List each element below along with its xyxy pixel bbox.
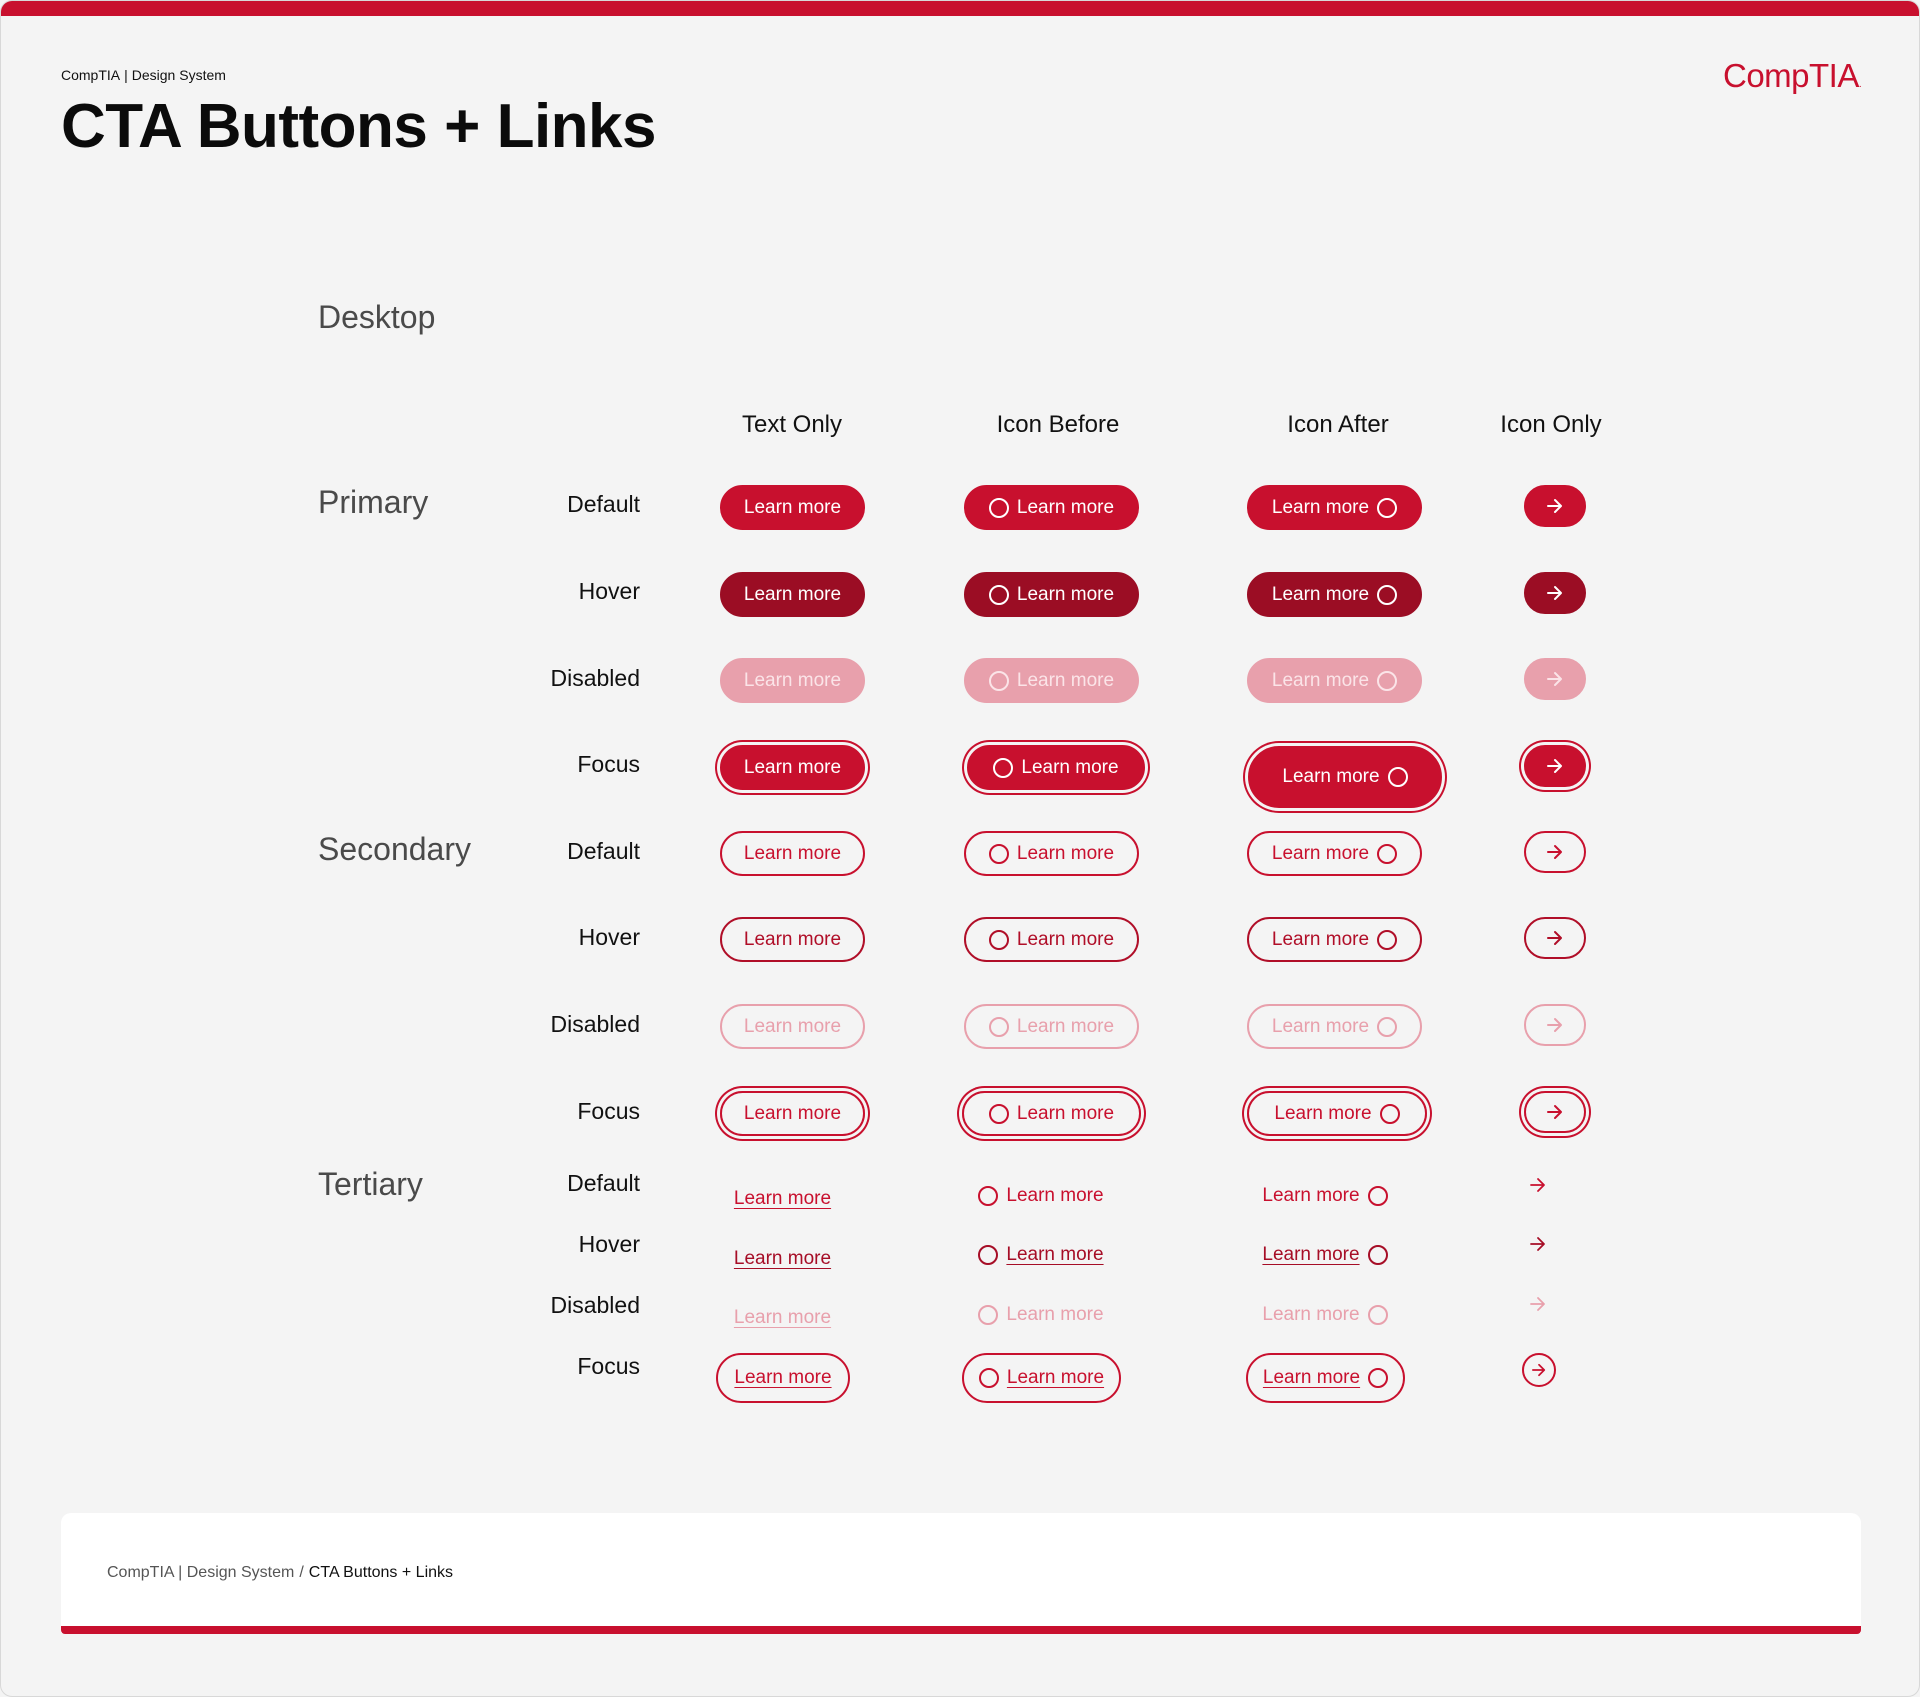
eyebrow-brand: CompTIA	[61, 67, 121, 83]
arrow-right-icon	[1546, 844, 1564, 860]
link-label: Learn more	[733, 1248, 832, 1269]
circle-icon	[1368, 1245, 1388, 1265]
circle-icon	[979, 1368, 999, 1388]
group-label-secondary: Secondary	[318, 831, 471, 867]
circle-icon	[978, 1305, 998, 1325]
button-label: Learn more	[743, 669, 842, 691]
primary-disabled-icon-before-button	[964, 658, 1139, 703]
arrow-right-icon	[1546, 671, 1564, 687]
secondary-default-icon-after-button[interactable]	[1247, 831, 1422, 876]
link-label: Learn more	[1262, 1244, 1360, 1265]
secondary-focus-icon-after-button[interactable]	[1247, 1091, 1427, 1136]
primary-hover-text-button[interactable]	[720, 572, 865, 617]
secondary-hover-text-button[interactable]	[720, 917, 865, 962]
circle-icon	[1377, 498, 1397, 518]
link-label: Learn more	[1006, 1304, 1104, 1325]
link-label: Learn more	[733, 1188, 832, 1209]
link-label: Learn more	[1006, 1244, 1104, 1265]
secondary-disabled-text-button	[720, 1004, 865, 1049]
button-label: Learn more	[1271, 669, 1370, 691]
arrow-right-icon	[1546, 1017, 1564, 1033]
button-label: Learn more	[1016, 583, 1115, 605]
circle-icon	[1368, 1305, 1388, 1325]
circle-icon	[993, 758, 1013, 778]
tertiary-disabled-text-link	[716, 1298, 849, 1338]
primary-focus-icon-only-button[interactable]	[1524, 745, 1586, 787]
arrow-right-icon	[1529, 1236, 1547, 1252]
link-label: Learn more	[1262, 1367, 1361, 1388]
primary-hover-icon-before-button[interactable]	[964, 572, 1139, 617]
arrow-right-icon	[1529, 1296, 1547, 1312]
primary-default-icon-before-button[interactable]	[964, 485, 1139, 530]
primary-default-icon-only-button[interactable]	[1524, 485, 1586, 527]
tertiary-focus-text-link[interactable]	[716, 1353, 850, 1403]
button-label: Learn more	[743, 928, 842, 950]
tertiary-hover-icon-only-link[interactable]	[1518, 1224, 1558, 1264]
breadcrumb-system[interactable]: Design System	[186, 1564, 295, 1581]
arrow-right-icon	[1546, 1104, 1564, 1120]
link-label: Learn more	[1006, 1367, 1105, 1388]
button-label: Learn more	[1282, 766, 1380, 787]
button-label: Learn more	[1016, 1015, 1115, 1037]
secondary-default-icon-before-button[interactable]	[964, 831, 1139, 876]
link-label: Learn more	[1006, 1185, 1104, 1206]
button-label: Learn more	[1016, 669, 1115, 691]
circle-icon	[1377, 1017, 1397, 1037]
arrow-right-icon	[1546, 498, 1564, 514]
state-label-secondary-focus: Focus	[577, 1098, 640, 1124]
circle-icon	[1377, 844, 1397, 864]
link-label: Learn more	[1262, 1304, 1360, 1325]
footer-accent-bar	[61, 1626, 1861, 1634]
secondary-focus-text-button[interactable]	[720, 1091, 865, 1136]
circle-icon	[989, 498, 1009, 518]
button-label: Learn more	[743, 496, 842, 518]
link-label: Learn more	[733, 1307, 832, 1328]
button-label: Learn more	[1271, 583, 1370, 605]
secondary-default-text-button[interactable]	[720, 831, 865, 876]
secondary-disabled-icon-only-button	[1524, 1004, 1586, 1046]
button-label: Learn more	[1016, 842, 1115, 864]
column-header-icon-before: Icon Before	[996, 411, 1120, 438]
state-label-tertiary-hover: Hover	[578, 1231, 640, 1257]
state-label-tertiary-default: Default	[567, 1170, 640, 1196]
arrow-right-icon	[1529, 1177, 1547, 1193]
group-label-tertiary: Tertiary	[318, 1166, 423, 1202]
secondary-hover-icon-after-button[interactable]	[1247, 917, 1422, 962]
breadcrumb	[107, 1564, 453, 1582]
state-label-secondary-hover: Hover	[578, 924, 640, 950]
primary-focus-icon-before-button[interactable]	[967, 745, 1145, 790]
breadcrumb-current: CTA Buttons + Links	[308, 1564, 454, 1581]
state-label-primary-focus: Focus	[577, 751, 640, 777]
circle-icon	[978, 1186, 998, 1206]
section-label-desktop: Desktop	[318, 299, 436, 335]
secondary-hover-icon-before-button[interactable]	[964, 917, 1139, 962]
circle-icon	[989, 671, 1009, 691]
circle-icon	[1368, 1186, 1388, 1206]
button-label: Learn more	[1271, 928, 1370, 950]
arrow-right-icon	[1546, 930, 1564, 946]
state-label-secondary-default: Default	[567, 838, 640, 864]
eyebrow	[61, 67, 226, 83]
top-accent-bar	[1, 1, 1920, 16]
secondary-focus-icon-before-button[interactable]	[962, 1091, 1141, 1136]
circle-icon	[989, 1017, 1009, 1037]
state-label-primary-disabled: Disabled	[550, 665, 640, 691]
state-label-tertiary-disabled: Disabled	[550, 1292, 640, 1318]
secondary-disabled-icon-before-button	[964, 1004, 1139, 1049]
primary-focus-icon-after-button[interactable]	[1248, 746, 1442, 808]
secondary-hover-icon-only-button[interactable]	[1524, 917, 1586, 959]
button-label: Learn more	[1271, 842, 1370, 864]
button-label: Learn more	[1016, 928, 1115, 950]
comptia-logo	[1723, 57, 1861, 95]
button-label: Learn more	[1274, 1102, 1372, 1124]
tertiary-hover-text-link[interactable]	[716, 1239, 849, 1279]
breadcrumb-brand[interactable]: CompTIA	[107, 1564, 174, 1581]
circle-icon	[1388, 767, 1408, 787]
button-label: Learn more	[1021, 756, 1119, 778]
circle-icon	[1377, 585, 1397, 605]
state-label-tertiary-focus: Focus	[577, 1353, 640, 1379]
tertiary-default-icon-before-link[interactable]	[963, 1176, 1119, 1216]
tertiary-default-icon-after-link[interactable]	[1247, 1176, 1403, 1216]
button-label: Learn more	[743, 1015, 842, 1037]
circle-icon	[989, 930, 1009, 950]
tertiary-focus-icon-only-link[interactable]	[1519, 1350, 1559, 1390]
primary-default-icon-after-button[interactable]	[1247, 485, 1422, 530]
tertiary-disabled-icon-only-link	[1518, 1284, 1558, 1324]
button-label: Learn more	[1271, 1015, 1370, 1037]
secondary-default-icon-only-button[interactable]	[1524, 831, 1586, 873]
secondary-disabled-icon-after-button	[1247, 1004, 1422, 1049]
tertiary-hover-icon-before-link[interactable]	[963, 1235, 1119, 1275]
tertiary-default-text-link[interactable]	[716, 1179, 849, 1219]
column-header-icon-after: Icon After	[1287, 411, 1389, 438]
circle-icon	[989, 844, 1009, 864]
circle-icon	[1368, 1368, 1388, 1388]
circle-icon	[989, 1104, 1009, 1124]
button-label: Learn more	[743, 583, 842, 605]
circle-icon	[1380, 1104, 1400, 1124]
arrow-right-icon	[1546, 585, 1564, 601]
button-label: Learn more	[743, 842, 842, 864]
tertiary-disabled-icon-before-link	[963, 1295, 1119, 1335]
circle-icon	[1377, 930, 1397, 950]
logo-mark: .	[1858, 79, 1862, 90]
button-label: Learn more	[743, 1102, 842, 1124]
primary-disabled-icon-after-button	[1247, 658, 1422, 703]
circle-icon	[978, 1245, 998, 1265]
group-label-primary: Primary	[318, 484, 429, 520]
logo-text: CompTIA	[1723, 57, 1859, 94]
state-label-secondary-disabled: Disabled	[550, 1011, 640, 1037]
tertiary-disabled-icon-after-link	[1247, 1295, 1403, 1335]
state-label-primary-hover: Hover	[578, 578, 640, 604]
primary-focus-text-button[interactable]	[720, 745, 865, 790]
primary-disabled-text-button	[720, 658, 865, 703]
breadcrumb-divider: /	[299, 1564, 304, 1581]
state-label-primary-default: Default	[567, 491, 640, 517]
primary-disabled-icon-only-button	[1524, 658, 1586, 700]
arrow-right-icon	[1531, 1363, 1547, 1377]
primary-hover-icon-only-button[interactable]	[1524, 572, 1586, 614]
link-label: Learn more	[734, 1367, 832, 1388]
eyebrow-system: Design System	[131, 67, 226, 83]
primary-hover-icon-after-button[interactable]	[1247, 572, 1422, 617]
column-header-icon-only: Icon Only	[1500, 411, 1602, 438]
primary-default-text-button[interactable]	[720, 485, 865, 530]
tertiary-hover-icon-after-link[interactable]	[1247, 1235, 1403, 1275]
secondary-focus-icon-only-button[interactable]	[1524, 1091, 1586, 1133]
column-header-text-only: Text Only	[741, 411, 843, 438]
page-title: CTA Buttons + Links	[61, 92, 656, 161]
breadcrumb-separator: |	[178, 1564, 183, 1581]
arrow-right-icon	[1546, 758, 1564, 774]
circle-icon	[989, 585, 1009, 605]
button-label: Learn more	[1016, 496, 1115, 518]
circle-icon	[1377, 671, 1397, 691]
button-label: Learn more	[743, 756, 842, 778]
tertiary-focus-icon-before-link[interactable]	[962, 1353, 1121, 1403]
link-label: Learn more	[1262, 1185, 1360, 1206]
button-label: Learn more	[1271, 496, 1370, 518]
button-label: Learn more	[1016, 1102, 1115, 1124]
eyebrow-separator: |	[124, 67, 128, 83]
tertiary-focus-icon-after-link[interactable]	[1246, 1353, 1405, 1403]
arrow-circle-focus-ring	[1522, 1353, 1556, 1387]
tertiary-default-icon-only-link[interactable]	[1518, 1165, 1558, 1205]
